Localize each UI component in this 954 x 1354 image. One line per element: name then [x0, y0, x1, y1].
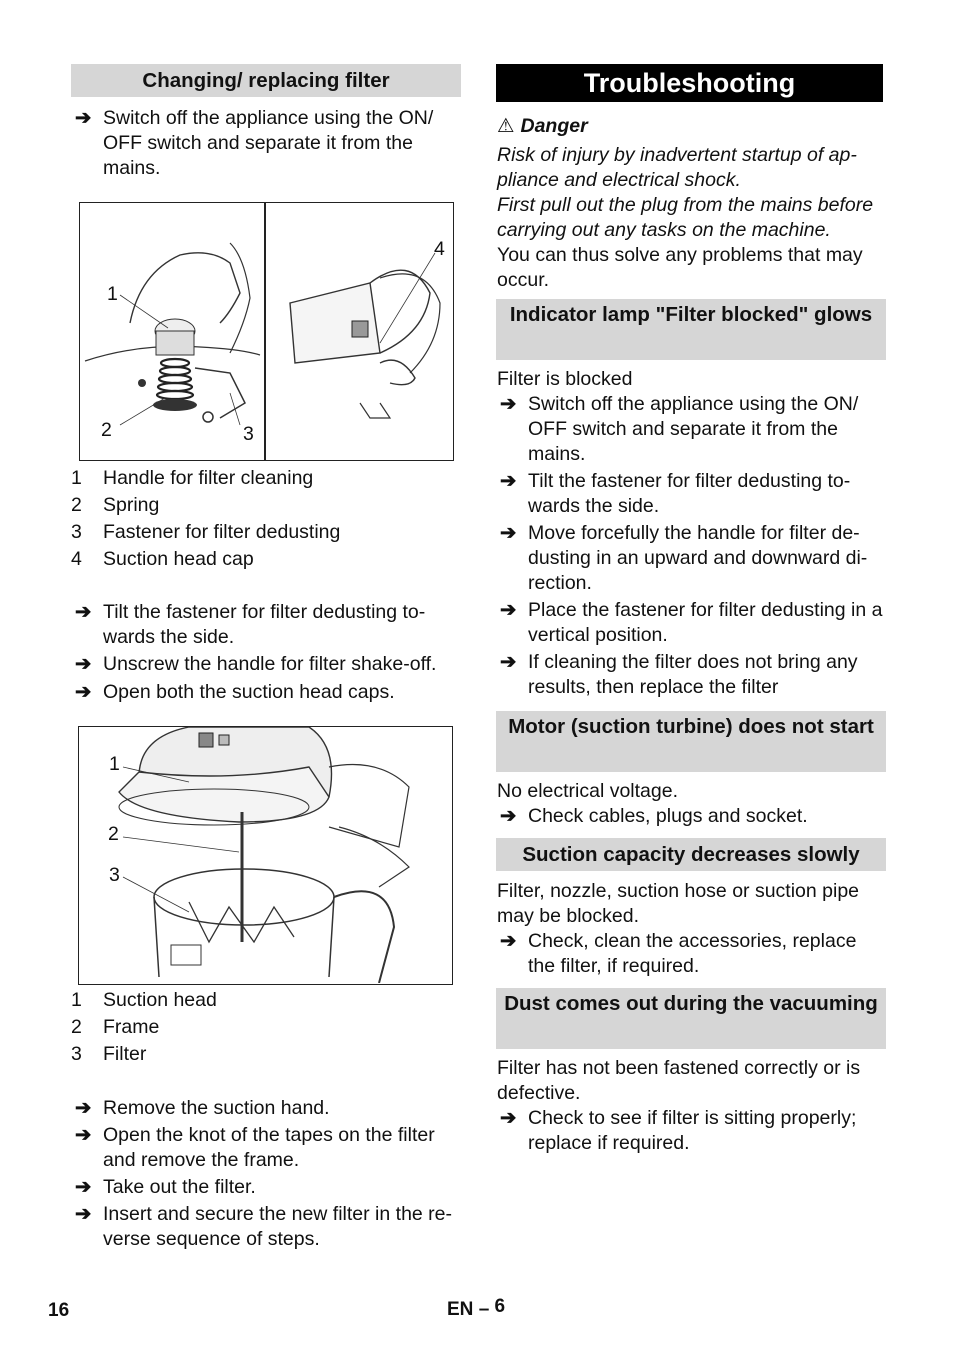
- step-item: [71, 1096, 463, 1121]
- filter-cleaning-illustration: [80, 203, 452, 459]
- arrow-icon: ➔: [75, 601, 92, 623]
- legend-num: 1: [71, 467, 82, 489]
- step-item: [71, 600, 463, 650]
- callout-3: 3: [109, 864, 120, 886]
- callout-1: 1: [107, 283, 118, 305]
- legend-text: Suction head cap: [103, 548, 254, 570]
- step-item: [496, 804, 886, 829]
- step-item: [71, 106, 463, 181]
- arrow-icon: ➔: [500, 522, 517, 544]
- arrow-icon: ➔: [500, 599, 517, 621]
- step-text: Unscrew the handle for filter shake-off.: [103, 653, 437, 675]
- left-section-title: [71, 64, 461, 97]
- intro-step: [71, 106, 463, 181]
- arrow-icon: ➔: [500, 930, 517, 952]
- step-text: Open the knot of the tapes on the filter and remove the frame.: [103, 1124, 435, 1171]
- step-text: Take out the filter.: [103, 1176, 256, 1198]
- step-item: [496, 1106, 886, 1156]
- step-item: [496, 598, 886, 648]
- legend-text: Spring: [103, 494, 160, 516]
- arrow-icon: ➔: [500, 393, 517, 415]
- page-number: 16: [48, 1300, 70, 1321]
- danger-text: First pull out the plug from the mains before carrying out any tasks on the machine.: [497, 194, 874, 241]
- step-text: If cleaning the filter does not bring any results, then replace the filter: [528, 651, 858, 698]
- step-text: Check cables, plugs and socket.: [528, 805, 808, 827]
- legend-item: [71, 1015, 461, 1040]
- callout-3: 3: [243, 423, 254, 445]
- legend-item: [71, 493, 461, 518]
- arrow-icon: ➔: [500, 651, 517, 673]
- footer-section-page: 6: [494, 1296, 506, 1317]
- figure1-legend: [71, 466, 461, 572]
- figure-filter-cleaning: [79, 202, 454, 461]
- legend-num: 4: [71, 548, 82, 570]
- callout-2: 2: [108, 823, 119, 845]
- step-text: Insert and secure the new filter in the re-verse sequence of steps.: [103, 1203, 453, 1250]
- step-item: [496, 521, 886, 596]
- section-indicator-lamp: [496, 299, 886, 700]
- step-text: Check, clean the accessories, replace the filter, if required.: [528, 930, 857, 977]
- section-title: Indicator lamp "Filter blocked" glows: [496, 299, 886, 360]
- legend-num: 3: [71, 521, 82, 543]
- arrow-icon: ➔: [75, 681, 92, 703]
- cause-text: Filter has not been fastened correctly or is defective.: [497, 1057, 861, 1104]
- danger-text: Risk of injury by inadvertent startup of ap-pliance and electrical shock.: [497, 144, 857, 191]
- legend-text: Fastener for filter dedusting: [103, 521, 341, 543]
- step-item: [71, 1175, 463, 1200]
- danger-heading: [497, 114, 887, 139]
- warning-icon: ⚠: [497, 115, 515, 137]
- footer-section-ref: [447, 1297, 505, 1322]
- step-item: [71, 1202, 463, 1252]
- section-suction-capacity: [496, 838, 886, 979]
- step-text: Open both the suction head caps.: [103, 681, 395, 703]
- callout-4: 4: [434, 238, 445, 260]
- troubleshooting-title: [496, 64, 883, 102]
- legend-text: Filter: [103, 1043, 147, 1065]
- legend-text: Frame: [103, 1016, 160, 1038]
- legend-num: 2: [71, 494, 82, 516]
- step-item: [71, 1123, 463, 1173]
- arrow-icon: ➔: [75, 1203, 92, 1225]
- arrow-icon: ➔: [75, 1124, 92, 1146]
- arrow-icon: ➔: [75, 653, 92, 675]
- step-text: Check to see if filter is sitting properly; replace if required.: [528, 1107, 857, 1154]
- arrow-icon: ➔: [75, 1176, 92, 1198]
- arrow-icon: ➔: [75, 107, 92, 129]
- cause-text: Filter, nozzle, suction hose or suction pipe may be blocked.: [497, 880, 860, 927]
- danger-block: [497, 114, 887, 293]
- arrow-icon: ➔: [500, 470, 517, 492]
- legend-text: Handle for filter cleaning: [103, 467, 314, 489]
- suction-head-illustration: [79, 727, 451, 983]
- step-item: [71, 652, 463, 677]
- legend-item: [71, 1042, 461, 1067]
- step-text: Tilt the fastener for filter dedusting to-wards the side.: [528, 470, 851, 517]
- footer-lang: EN: [447, 1299, 474, 1320]
- legend-item: [71, 466, 461, 491]
- step-text: Place the fastener for filter dedusting in a vertical position.: [528, 599, 883, 646]
- figure2-legend: [71, 988, 461, 1067]
- callout-2: 2: [101, 419, 112, 441]
- danger-label: Danger: [520, 115, 588, 137]
- left-section-title-text: Changing/ replacing filter: [71, 64, 461, 97]
- troubleshooting-title-text: Troubleshooting: [496, 64, 883, 102]
- intro-text: You can thus solve any problems that may occur.: [497, 244, 863, 291]
- footer-dash: –: [478, 1299, 490, 1320]
- legend-num: 3: [71, 1043, 82, 1065]
- step-item: [496, 392, 886, 467]
- step-item: [496, 650, 886, 700]
- section-dust: [496, 988, 886, 1156]
- callout-1: 1: [109, 753, 120, 775]
- cause-text: No electrical voltage.: [497, 780, 679, 802]
- figure-suction-head: [78, 726, 453, 985]
- section-motor: [496, 711, 886, 829]
- step-text: Switch off the appliance using the ON/ OFF switch and separate it from the mains.: [528, 393, 859, 465]
- section-title: Suction capacity decreases slowly: [496, 838, 886, 871]
- step-text: Tilt the fastener for filter dedusting to-wards the side.: [103, 601, 426, 648]
- end-steps: [71, 1096, 463, 1252]
- section-title: Motor (suction turbine) does not start: [496, 711, 886, 772]
- step-text: Switch off the appliance using the ON/ OFF switch and separate it from the mains.: [103, 107, 434, 179]
- section-title: Dust comes out during the vacuuming: [496, 988, 886, 1049]
- arrow-icon: ➔: [500, 805, 517, 827]
- step-text: Remove the suction hand.: [103, 1097, 330, 1119]
- legend-item: [71, 520, 461, 545]
- arrow-icon: ➔: [75, 1097, 92, 1119]
- legend-item: [71, 988, 461, 1013]
- legend-num: 2: [71, 1016, 82, 1038]
- step-text: Move forcefully the handle for filter de-dusting in an upward and downward di-rection.: [528, 522, 868, 594]
- mid-steps: [71, 600, 463, 705]
- legend-num: 1: [71, 989, 82, 1011]
- cause-text: Filter is blocked: [497, 368, 633, 390]
- legend-text: Suction head: [103, 989, 217, 1011]
- step-item: [71, 680, 463, 705]
- arrow-icon: ➔: [500, 1107, 517, 1129]
- step-item: [496, 929, 886, 979]
- legend-item: [71, 547, 461, 572]
- step-item: [496, 469, 886, 519]
